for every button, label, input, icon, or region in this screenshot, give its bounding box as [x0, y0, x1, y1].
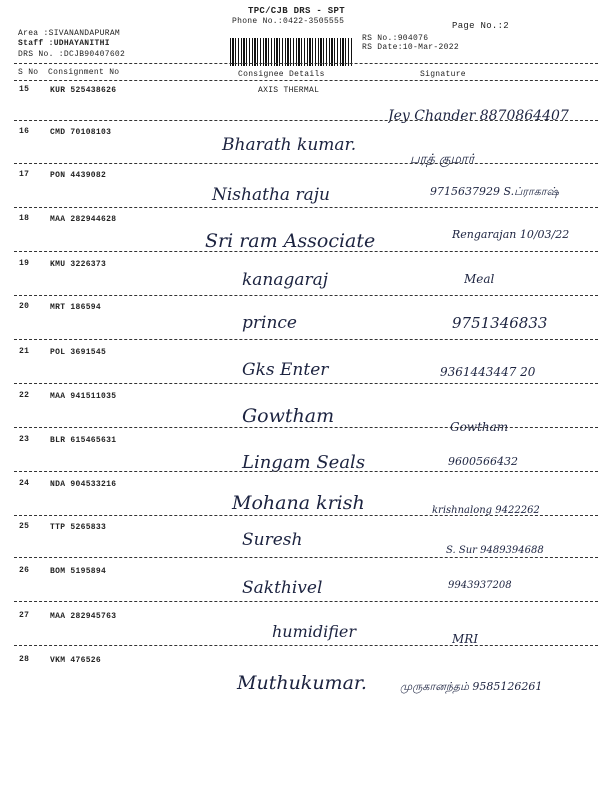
row-consignment-number: MAA 282944628	[50, 215, 117, 224]
barcode-image	[230, 38, 352, 66]
row-serial-number: 27	[19, 611, 30, 620]
row-consignee-handwritten: prince	[242, 313, 297, 333]
row-consignee-handwritten: Muthukumar.	[237, 672, 367, 694]
row-serial-number: 20	[19, 302, 30, 311]
row-serial-number: 19	[19, 259, 30, 268]
row-consignee-handwritten: Nishatha raju	[212, 185, 330, 205]
row-consignment-number: MAA 282945763	[50, 612, 117, 621]
row-consignee-handwritten: Suresh	[242, 530, 303, 550]
row-consignee-handwritten: Mohana krish	[232, 492, 365, 514]
row-signature: krishnalong 9422262	[432, 505, 540, 516]
row-serial-number: 23	[19, 435, 30, 444]
column-header-consignment: Consignment No	[48, 68, 120, 77]
rs-number: RS No.:904076	[362, 34, 429, 43]
row-serial-number: 26	[19, 566, 30, 575]
page-number: Page No.:2	[452, 21, 510, 31]
staff-label: Staff :UDHAYANITHI	[18, 39, 110, 48]
row-serial-number: 18	[19, 214, 30, 223]
row-divider	[14, 601, 598, 602]
column-header-consignee: Consignee Details	[238, 70, 325, 79]
row-consignee-handwritten: Gowtham	[242, 405, 335, 427]
rs-date: RS Date:10-Mar-2022	[362, 43, 459, 52]
row-divider	[14, 383, 598, 384]
drs-number: DRS No. :DCJB90407602	[18, 50, 126, 59]
document-title: TPC/CJB DRS - SPT	[248, 6, 345, 16]
row-consignment-number: BOM 5195894	[50, 567, 107, 576]
row-divider	[14, 251, 598, 252]
row-divider	[14, 163, 598, 164]
header-divider-top	[14, 63, 598, 64]
area-label: Area :SIVANANDAPURAM	[18, 29, 121, 38]
row-consignment-number: TTP 5265833	[50, 523, 107, 532]
row-consignment-number: BLR 615465631	[50, 436, 117, 445]
phone-number: Phone No.:0422-3505555	[232, 17, 345, 26]
row-divider	[14, 515, 598, 516]
row-consignment-number: VKM 476526	[50, 656, 102, 665]
row-serial-number: 16	[19, 127, 30, 136]
row-serial-number: 22	[19, 391, 30, 400]
row-signature: 9943937208	[448, 580, 512, 591]
row-signature: 9751346833	[452, 314, 548, 332]
row-consignment-number: MAA 941511035	[50, 392, 117, 401]
column-header-sno: S No	[18, 68, 39, 77]
row-consignee-handwritten: Sri ram Associate	[205, 230, 376, 252]
row-divider	[14, 207, 598, 208]
row-serial-number: 28	[19, 655, 30, 664]
row-divider	[14, 427, 598, 428]
row-serial-number: 24	[19, 479, 30, 488]
row-serial-number: 25	[19, 522, 30, 531]
row-divider	[14, 339, 598, 340]
row-consignment-number: PON 4439082	[50, 171, 107, 180]
row-serial-number: 17	[19, 170, 30, 179]
row-divider	[14, 295, 598, 296]
row-consignment-number: MRT 186594	[50, 303, 102, 312]
row-divider	[14, 645, 598, 646]
row-signature: 9600566432	[448, 455, 518, 468]
row-signature: Gowtham	[450, 420, 509, 434]
row-signature: MRI	[452, 632, 479, 646]
row-signature: Meal	[464, 272, 495, 286]
row-consignee-printed: AXIS THERMAL	[258, 86, 320, 95]
row-signature: 9715637929 S.ப்ராகாஷ்	[430, 185, 559, 198]
row-divider	[14, 471, 598, 472]
row-consignee-handwritten: Bharath kumar.	[222, 135, 357, 155]
row-signature: S. Sur 9489394688	[446, 545, 544, 556]
row-signature: முருகானந்தம் 9585126261	[400, 680, 543, 693]
row-consignment-number: CMD 70108103	[50, 128, 112, 137]
row-consignment-number: POL 3691545	[50, 348, 107, 357]
header-divider-bottom	[14, 80, 598, 81]
row-consignee-handwritten: Sakthivel	[242, 578, 323, 598]
row-signature: Rengarajan 10/03/22	[452, 228, 570, 241]
row-serial-number: 15	[19, 85, 30, 94]
row-divider	[14, 557, 598, 558]
row-consignee-handwritten: humidifier	[272, 622, 357, 641]
row-serial-number: 21	[19, 347, 30, 356]
row-signature: Jey Chander 8870864407	[388, 108, 569, 124]
row-signature: பரத் குமார்	[410, 152, 475, 167]
row-divider	[14, 120, 598, 121]
row-consignment-number: KUR 525438626	[50, 86, 117, 95]
row-consignee-handwritten: Gks Enter	[242, 360, 329, 380]
row-signature: 9361443447 20	[440, 365, 536, 379]
row-consignee-handwritten: Lingam Seals	[242, 452, 366, 473]
row-consignment-number: KMU 3226373	[50, 260, 107, 269]
row-consignee-handwritten: kanagaraj	[242, 270, 329, 290]
column-header-signature: Signature	[420, 70, 466, 79]
row-consignment-number: NDA 904533216	[50, 480, 117, 489]
